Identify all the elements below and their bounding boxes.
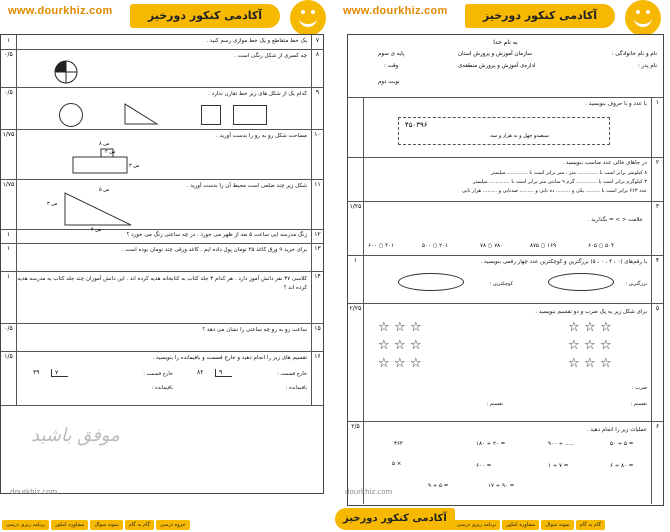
operation-item: ۶ ÷ ۸۰ =	[610, 463, 634, 469]
question-text: برای خرید ۹ ورق کاغذ ۴۵ تومان پول داده ایم . کاغذ ورقی چند تومان بوده است .	[121, 247, 307, 253]
top-banner	[335, 0, 670, 36]
score-cell: ۱/۷۵	[1, 129, 17, 179]
star-icon: ☆	[394, 320, 406, 335]
division-label: تقسیم :	[486, 401, 503, 407]
score-cell: ۲/۵	[348, 421, 364, 504]
question-number: ۸	[311, 49, 323, 87]
score-cell	[348, 97, 364, 157]
star-icon: ☆	[378, 338, 390, 353]
question-number: ۴	[651, 255, 663, 303]
question-number: ۳	[651, 201, 663, 255]
footer-link[interactable]: گام به گام	[125, 520, 154, 530]
dimension-label: ۴ س	[91, 227, 102, 233]
question-text: در جاهای خالی عدد مناسب بنویسید .	[562, 160, 647, 166]
top-banner	[0, 0, 335, 36]
star-icon: ☆	[410, 320, 422, 335]
remainder-label: باقیمانده :	[151, 385, 173, 391]
question-text: کلاسی ۳۷ نفر دانش آموز دارد . هر کدام ۳ جلد کتاب به کتابخانه هدیه کرده اند . این دانش آموزان چند جلد کتاب به مدرسه هدیه کرده اند ؟	[17, 276, 307, 291]
score-cell: ۱	[1, 229, 17, 243]
question-number: ۱۴	[311, 271, 323, 323]
footer-links	[453, 520, 605, 530]
star-icon: ☆	[584, 356, 596, 371]
smiley-logo-icon	[290, 0, 326, 36]
rectangle-shape	[233, 105, 267, 125]
score-cell: ۱	[348, 255, 364, 303]
question-text: علامت < > = بگذارید .	[587, 217, 643, 223]
quotient-label: خارج قسمت :	[143, 371, 173, 377]
star-icon: ☆	[394, 338, 406, 353]
header-line: سازمان آموزش و پرورش استان	[458, 51, 533, 57]
multiplication-label: ضرب :	[632, 385, 647, 391]
star-icon: ☆	[378, 320, 390, 335]
student-name-label: نام و نام خانوادگی :	[611, 51, 657, 57]
dimension-label: ۵ س	[99, 187, 110, 193]
question-text: مساحت شکل رو به رو را بدست آورید .	[216, 133, 307, 139]
divisor: ۷	[51, 369, 68, 377]
question-number: ۱	[651, 97, 663, 157]
footer-brand: آکادمی کنکور دورخیز	[335, 508, 455, 530]
question-14	[1, 271, 323, 324]
comparison-item: ۶۰۵ ○ ۵۰۴	[588, 243, 615, 249]
site-url[interactable]: www.dourkhiz.com	[343, 5, 448, 17]
question-4	[348, 255, 663, 304]
operation-item: ۹ ÷ ۵ =	[428, 483, 449, 489]
star-icon: ☆	[410, 356, 422, 371]
dimension-label: ۲ س	[105, 149, 116, 155]
fill-blank-line: عدد ۶۶۳ برابر است با ......... یکی و ......... ده تایی و ......... صدتایی و ......... هزار تایی	[461, 188, 647, 194]
star-icon: ☆	[600, 320, 612, 335]
brand-banner: آکادمی کنکور دورخیز	[130, 4, 280, 28]
operation-item: ۵۰ ÷ ۵ =	[610, 441, 634, 447]
question-2	[348, 157, 663, 202]
score-cell: ۱/۵	[1, 351, 17, 405]
question-text: با عدد و با حروف بنویسید .	[585, 101, 647, 107]
footer-link[interactable]: مشاوره کنکور	[502, 520, 539, 530]
question-text: کدام یک از شکل های زیر خط تقارن ندارد .	[208, 91, 307, 97]
exam-sheet	[347, 34, 664, 506]
dimension-label: ۳ س	[47, 201, 58, 207]
division-label: تقسیم :	[630, 401, 647, 407]
comparison-item: ۸۷۵ ○ ۱۶۹	[530, 243, 557, 249]
star-icon: ☆	[568, 320, 580, 335]
question-text: برای شکل زیر یه یک ضرب و دو تقسیم بنویسید .	[535, 309, 647, 315]
score-cell: ۱	[1, 271, 17, 323]
score-cell	[348, 157, 364, 201]
comparison-item: ۵۰۰ ○ ۲۰۱	[422, 243, 449, 249]
question-16	[1, 351, 323, 406]
question-number: ۱۲	[311, 229, 323, 243]
grade-label: پایه ی سوم	[378, 51, 405, 57]
question-6	[348, 421, 663, 504]
number-words: سیصدو چهل و نه هزار و سه	[490, 133, 549, 139]
question-text: زنگ مدرسه ایی ساعت ۵ بعد از ظهر می خورد . در چه ساعتی زنگ می خورد ؟	[126, 232, 307, 238]
star-icon: ☆	[600, 338, 612, 353]
footer-link[interactable]: جزوه درسی	[156, 520, 189, 530]
term-label: نوبت دوم	[378, 79, 400, 85]
question-12	[1, 229, 323, 244]
site-url[interactable]: www.dourkhiz.com	[8, 5, 113, 17]
footer-link[interactable]: مشاوره کنکور	[51, 520, 88, 530]
question-number: ۶	[651, 421, 663, 504]
question-number: ۹	[311, 87, 323, 129]
exam-sheet	[0, 34, 324, 494]
question-7	[1, 35, 323, 50]
fill-blank-line: ۸ کیلومتر برابر است با ............. متر ، متر برابر است با ............. میلیمتر	[491, 170, 647, 176]
exam-header	[348, 35, 663, 98]
footer-links	[2, 520, 190, 530]
star-icon: ☆	[410, 338, 422, 353]
dimension-label: ۸ س	[99, 141, 110, 147]
footer-link[interactable]: برنامه ریزی درسی	[453, 520, 500, 530]
question-text: با رقم‌های (۰ ، ۴ ، ۰ ، ۵) بزرگترین و کوچکترین عدد چهار رقمی بنویسید .	[480, 259, 647, 265]
question-number: ۷	[311, 35, 323, 49]
star-icon: ☆	[584, 320, 596, 335]
dividend: ۸۲	[197, 369, 204, 376]
square-shape	[201, 105, 221, 125]
question-number: ۵	[651, 303, 663, 421]
operation-item: ۱۸۰ ÷ ۲۰ =	[476, 441, 506, 447]
question-10	[1, 129, 323, 180]
footer-link[interactable]: برنامه ریزی درسی	[2, 520, 49, 530]
dimension-label: ۳ س	[129, 163, 140, 169]
question-number: ۱۱	[311, 179, 323, 229]
question-text: عملیات زیر را انجام دهید .	[586, 427, 647, 433]
score-cell: ۱	[1, 35, 17, 49]
score-cell: ۰/۵	[1, 323, 17, 351]
operation-item: ۱ ÷ ۷ =	[548, 463, 569, 469]
dividend: ۳۹	[33, 369, 40, 376]
comparison-item: ۷۸ ○ ۷۸۰	[480, 243, 504, 249]
father-name-label: نام پدر :	[637, 63, 657, 69]
star-icon: ☆	[394, 356, 406, 371]
largest-label: بزرگترین :	[625, 281, 647, 287]
score-cell: ۰/۵	[1, 87, 17, 129]
question-5	[348, 303, 663, 422]
question-number: ۱۶	[311, 351, 323, 405]
circle-shape	[59, 103, 83, 127]
header-title: به نام خدا	[493, 39, 518, 46]
footer-link[interactable]: نمونه سوال	[90, 520, 122, 530]
question-15	[1, 323, 323, 352]
smallest-label: کوچکترین :	[489, 281, 513, 287]
score-cell: ۱/۷۵	[1, 179, 17, 229]
fill-blank-line: ۳ کیلوگرم برابر است با ............. گرم ۹ سانتی متر برابر است با ............. میلیمتر	[473, 179, 647, 185]
operation-item: ۱۷ ÷ ۹۰ =	[488, 483, 515, 489]
question-text: تقسیم های زیر را انجام دهید و خارج قسمت و باقیمانده را بنویسید .	[152, 355, 307, 361]
operation-item: ۳۶۴	[394, 441, 403, 447]
bottom-banner	[335, 506, 670, 532]
triangle-shape	[123, 102, 159, 126]
operation-item: ۶۰۰ =	[476, 463, 492, 469]
question-9	[1, 87, 323, 130]
score-cell: ۱/۲۵	[348, 201, 364, 255]
answer-box	[398, 117, 610, 145]
star-icon: ☆	[600, 356, 612, 371]
header-line: اداره‌ی آموزش و پرورش منطقه‌ی	[458, 63, 536, 69]
answer-oval	[398, 273, 464, 291]
comparison-item: ۶۰۰ ○ ۴۰۱	[368, 243, 395, 249]
operation-item: ۵ ×	[392, 461, 402, 467]
watermark: dourkhiz.com	[10, 488, 58, 496]
star-icon: ☆	[568, 338, 580, 353]
star-icon: ☆	[584, 338, 596, 353]
closing-message: موفق باشید	[31, 425, 120, 446]
bottom-banner	[0, 506, 335, 532]
quotient-label: خارج قسمت :	[277, 371, 307, 377]
question-text: شکل زیر چند ضلعی است محیط آن را بدست آورید .	[186, 183, 307, 189]
question-1	[348, 97, 663, 158]
watermark: dourkhiz.com	[345, 488, 393, 496]
question-8	[1, 49, 323, 88]
score-cell: ۱	[1, 243, 17, 271]
divisor: ۹	[215, 369, 232, 377]
score-cell: ۲/۲۵	[348, 303, 364, 421]
question-3	[348, 201, 663, 256]
circle-fraction-icon	[53, 59, 79, 85]
question-number: ۱۳	[311, 243, 323, 271]
smiley-logo-icon	[625, 0, 661, 36]
score-cell: ۰/۵	[1, 49, 17, 87]
question-11	[1, 179, 323, 233]
footer-link[interactable]: گام به گام	[576, 520, 605, 530]
operation-item: ۹۰۰ ÷ .....	[548, 441, 574, 447]
number-digits: ۴۵۰۳۹۶	[405, 121, 428, 129]
star-icon: ☆	[378, 356, 390, 371]
question-text: یک خط متقاطع و یک خط موازی رسم کنید .	[206, 38, 307, 44]
time-label: وقت :	[384, 63, 399, 69]
question-number: ۱۵	[311, 323, 323, 351]
question-number: ۲	[651, 157, 663, 201]
right-triangle-figure	[61, 189, 135, 227]
footer-link[interactable]: نمونه سوال	[541, 520, 573, 530]
star-icon: ☆	[568, 356, 580, 371]
question-text: ساعت رو به رو چه ساعتی را نشان می دهد ؟	[202, 327, 307, 333]
answer-oval	[548, 273, 614, 291]
brand-banner: آکادمی کنکور دورخیز	[465, 4, 615, 28]
question-text: چه کسری از شکل رنگی است .	[234, 53, 307, 59]
question-13	[1, 243, 323, 272]
remainder-label: باقیمانده :	[285, 385, 307, 391]
question-number: ۱۰	[311, 129, 323, 179]
page-1	[335, 0, 670, 532]
